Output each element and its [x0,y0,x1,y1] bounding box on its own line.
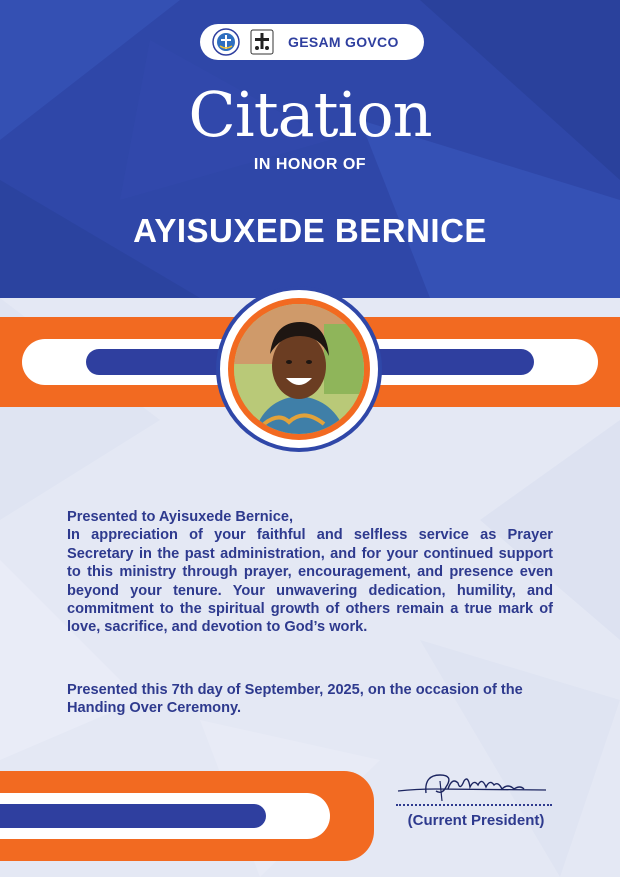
citation-closing-block [67,681,553,718]
signature-scribble [396,769,552,803]
header-panel [0,0,620,298]
brand-badge [200,24,424,60]
portrait-illustration [234,304,364,434]
footer-accent-blue [0,804,266,828]
citation-greeting: Presented to Ayisuxede Bernice, [67,509,294,525]
citation-paragraph: In appreciation of your faithful and selfless service as Prayer Secretary in the past administration, and for your continued support to this ministry through prayer, encouragement, and presence even beyond your tenure. Your unwavering dedication, humility, and commitment to the spiritual growth of others remain a true mark of love, sacrifice, and devotion to God’s work. [67,527,553,636]
honoree-name: AYISUXEDE BERNICE [133,212,487,249]
certificate-subtitle: IN HONOR OF [253,156,367,173]
honoree-photo-frame [220,290,378,448]
church-crest-icon [212,28,240,56]
certificate-title: Citation [188,78,432,151]
cross-seal-icon [248,28,276,56]
signatory-role: (Current President) [407,812,545,829]
citation-body [67,508,553,637]
honoree-photo [234,304,364,434]
brand-name: GESAM GOVCO [288,34,399,50]
signature-line [396,804,552,806]
citation-closing: Presented this 7th day of September, 2025, on the occasion of the Handing Over Ceremony. [67,682,523,717]
